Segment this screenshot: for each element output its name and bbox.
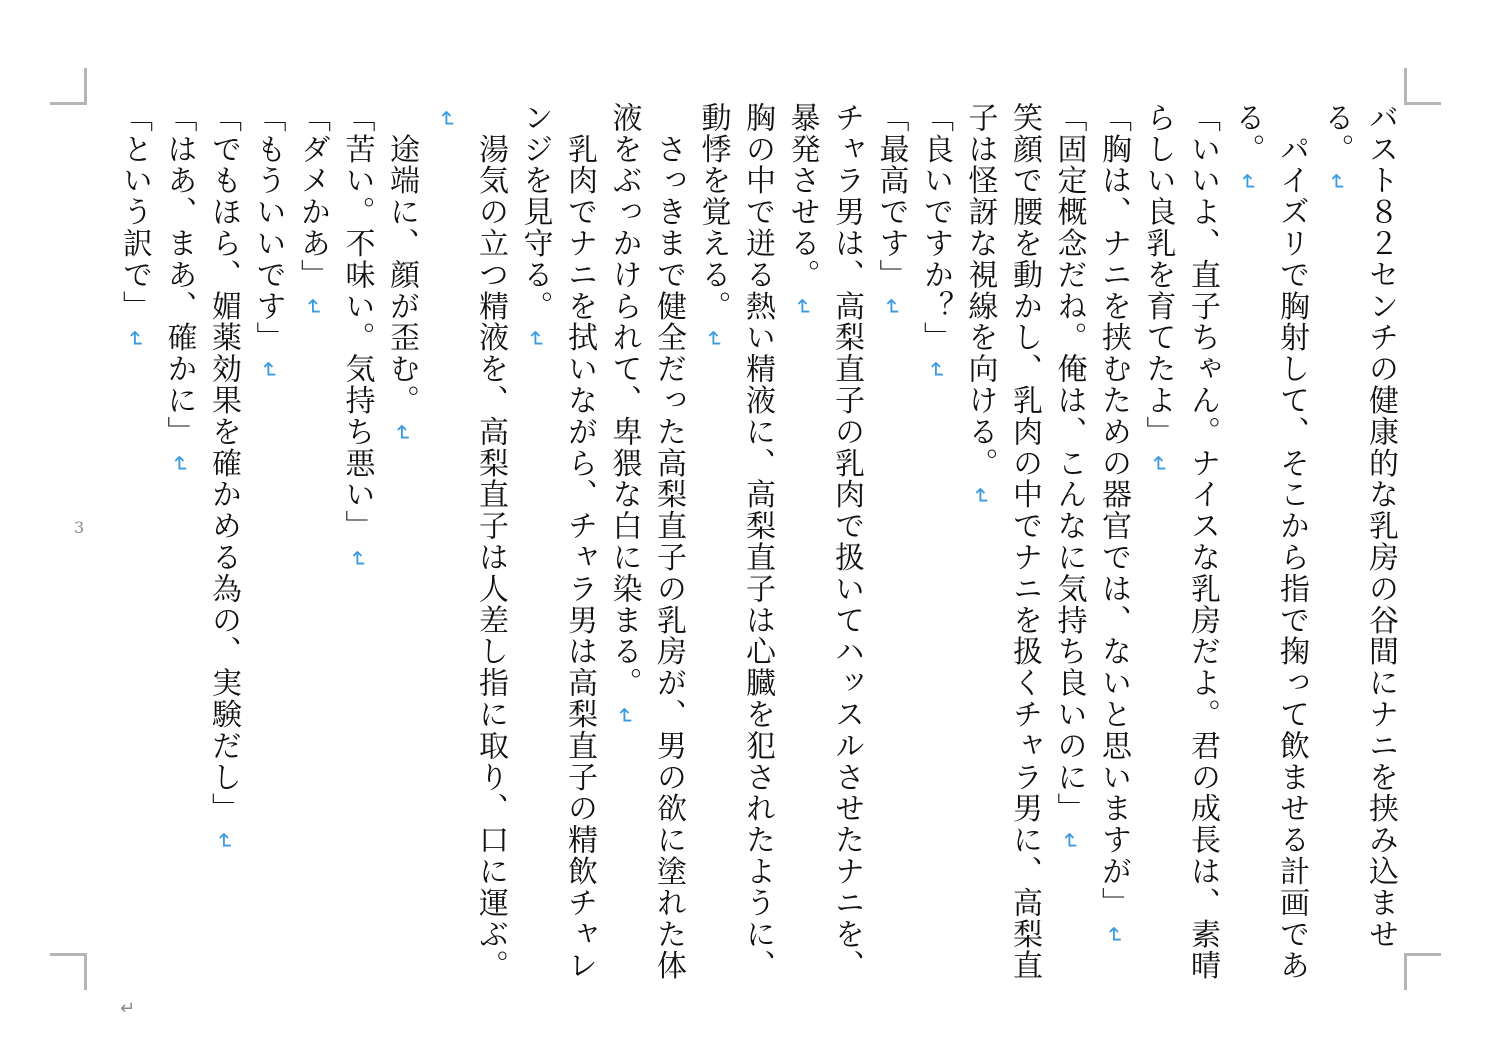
- page-number: 3: [74, 518, 85, 537]
- paragraph[interactable]: [379, 102, 424, 982]
- paragraph-text: 「良いですか？」: [918, 102, 953, 354]
- paragraph-return-icon: ↵: [611, 706, 637, 727]
- paragraph-text: 笑顔で腰を動かし、乳肉の中でナニを扱くチャラ男に、高梨直子は怪訝な視線を向ける。: [962, 102, 1042, 982]
- crop-mark-top-left: [50, 68, 87, 105]
- paragraph-return-icon: ↵: [166, 455, 192, 476]
- paragraph-return-icon: ↵: [1323, 172, 1349, 193]
- paragraph-return-icon: ↵: [700, 329, 726, 350]
- paragraph[interactable]: [1313, 102, 1402, 982]
- paragraph-text: バスト８２センチの健康的な乳房の谷間にナニを挟み込ませる。: [1318, 102, 1398, 950]
- paragraph-text: 「固定概念だね。俺は、こんなに気持ち良いのに」: [1051, 102, 1087, 825]
- paragraph-return-icon: ↵: [300, 298, 325, 319]
- vertical-text-body[interactable]: [112, 102, 1403, 982]
- end-of-document-mark: ↵: [120, 998, 136, 1019]
- paragraph[interactable]: [957, 102, 1046, 982]
- paragraph[interactable]: [868, 102, 913, 982]
- paragraph[interactable]: [156, 102, 201, 982]
- paragraph[interactable]: [512, 102, 601, 982]
- paragraph-return-icon: ↵: [1234, 172, 1260, 193]
- paragraph-return-icon: ↵: [522, 329, 548, 350]
- paragraph-return-icon: ↵: [878, 298, 904, 319]
- paragraph[interactable]: [201, 102, 246, 982]
- paragraph-text: 「苦い。不味い。気持ち悪い」: [339, 102, 375, 542]
- paragraph-text: 「胸は、ナニを挟むための器官では、ないと思いますが」: [1096, 102, 1131, 919]
- paragraph-text: 湯気の立つ精液を、高梨直子は人差し指に取り、口に運ぶ。: [473, 102, 508, 982]
- paragraph-text: 「最高です」: [873, 102, 909, 291]
- paragraph-return-icon: ↵: [1145, 455, 1171, 476]
- crop-mark-bottom-left: [50, 953, 87, 990]
- paragraph-return-icon: ↵: [344, 549, 370, 570]
- paragraph-text: 「でもほら、媚薬効果を確かめる為の、実験だし」: [206, 102, 241, 825]
- paragraph-text: 「いいよ、直子ちゃん。ナイスな乳房だよ。君の成長は、素晴らしい良乳を育てたよ」: [1140, 102, 1220, 982]
- paragraph[interactable]: [290, 102, 335, 982]
- paragraph-text: チャラ男は、高梨直子の乳肉で扱いてハッスルさせたナニを、暴発させる。: [784, 102, 864, 982]
- paragraph-text: 途端に、顔が歪む。: [384, 102, 419, 416]
- paragraph-text: パイズリで胸射して、そこから指で掬って飲ませる計画である。: [1229, 102, 1309, 982]
- paragraph[interactable]: [334, 102, 379, 982]
- paragraph[interactable]: [245, 102, 290, 982]
- paragraph-text: 「もういいです」: [250, 102, 286, 354]
- paragraph-return-icon: ↵: [122, 329, 147, 350]
- paragraph-text: 乳肉でナニを拭いながら、チャラ男は高梨直子の精飲チャレンジを見守る。: [517, 102, 597, 982]
- paragraph[interactable]: [1224, 102, 1313, 982]
- paragraph-text: 胸の中で迸る熱い精液に、高梨直子は心臓を犯されたように、動悸を覚える。: [695, 102, 775, 982]
- paragraph-return-icon: ↵: [211, 832, 236, 853]
- paragraph[interactable]: [779, 102, 868, 982]
- paragraph-return-icon: ↵: [1056, 832, 1082, 853]
- crop-mark-top-right: [1404, 68, 1441, 105]
- paragraph-return-icon: ↵: [967, 486, 993, 507]
- paragraph[interactable]: [1046, 102, 1091, 982]
- paragraph-text: 「はあ、まあ、確かに」: [161, 102, 197, 448]
- crop-mark-bottom-right: [1404, 953, 1441, 990]
- paragraph-return-icon: ↵: [1101, 926, 1126, 947]
- paragraph-text: 「ダメかあ」: [295, 102, 330, 291]
- paragraph-return-icon: ↵: [255, 361, 281, 382]
- paragraph[interactable]: [690, 102, 779, 982]
- paragraph-return-icon: ↵: [789, 298, 815, 319]
- paragraph[interactable]: [423, 102, 512, 982]
- paragraph[interactable]: [601, 102, 690, 982]
- paragraph-return-icon: ↵: [923, 361, 948, 382]
- paragraph-return-icon: ↵: [433, 110, 459, 130]
- paragraph[interactable]: [913, 102, 958, 982]
- paragraph[interactable]: [1135, 102, 1224, 982]
- paragraph[interactable]: [112, 102, 157, 982]
- paragraph-text: さっきまで健全だった高梨直子の乳房が、男の欲に塗れた体液をぶっかけられて、卑猥な白に染まる。: [606, 102, 686, 982]
- paragraph[interactable]: [1091, 102, 1136, 982]
- paragraph-return-icon: ↵: [389, 424, 414, 444]
- paragraph-text: 「という訳で」: [117, 102, 152, 322]
